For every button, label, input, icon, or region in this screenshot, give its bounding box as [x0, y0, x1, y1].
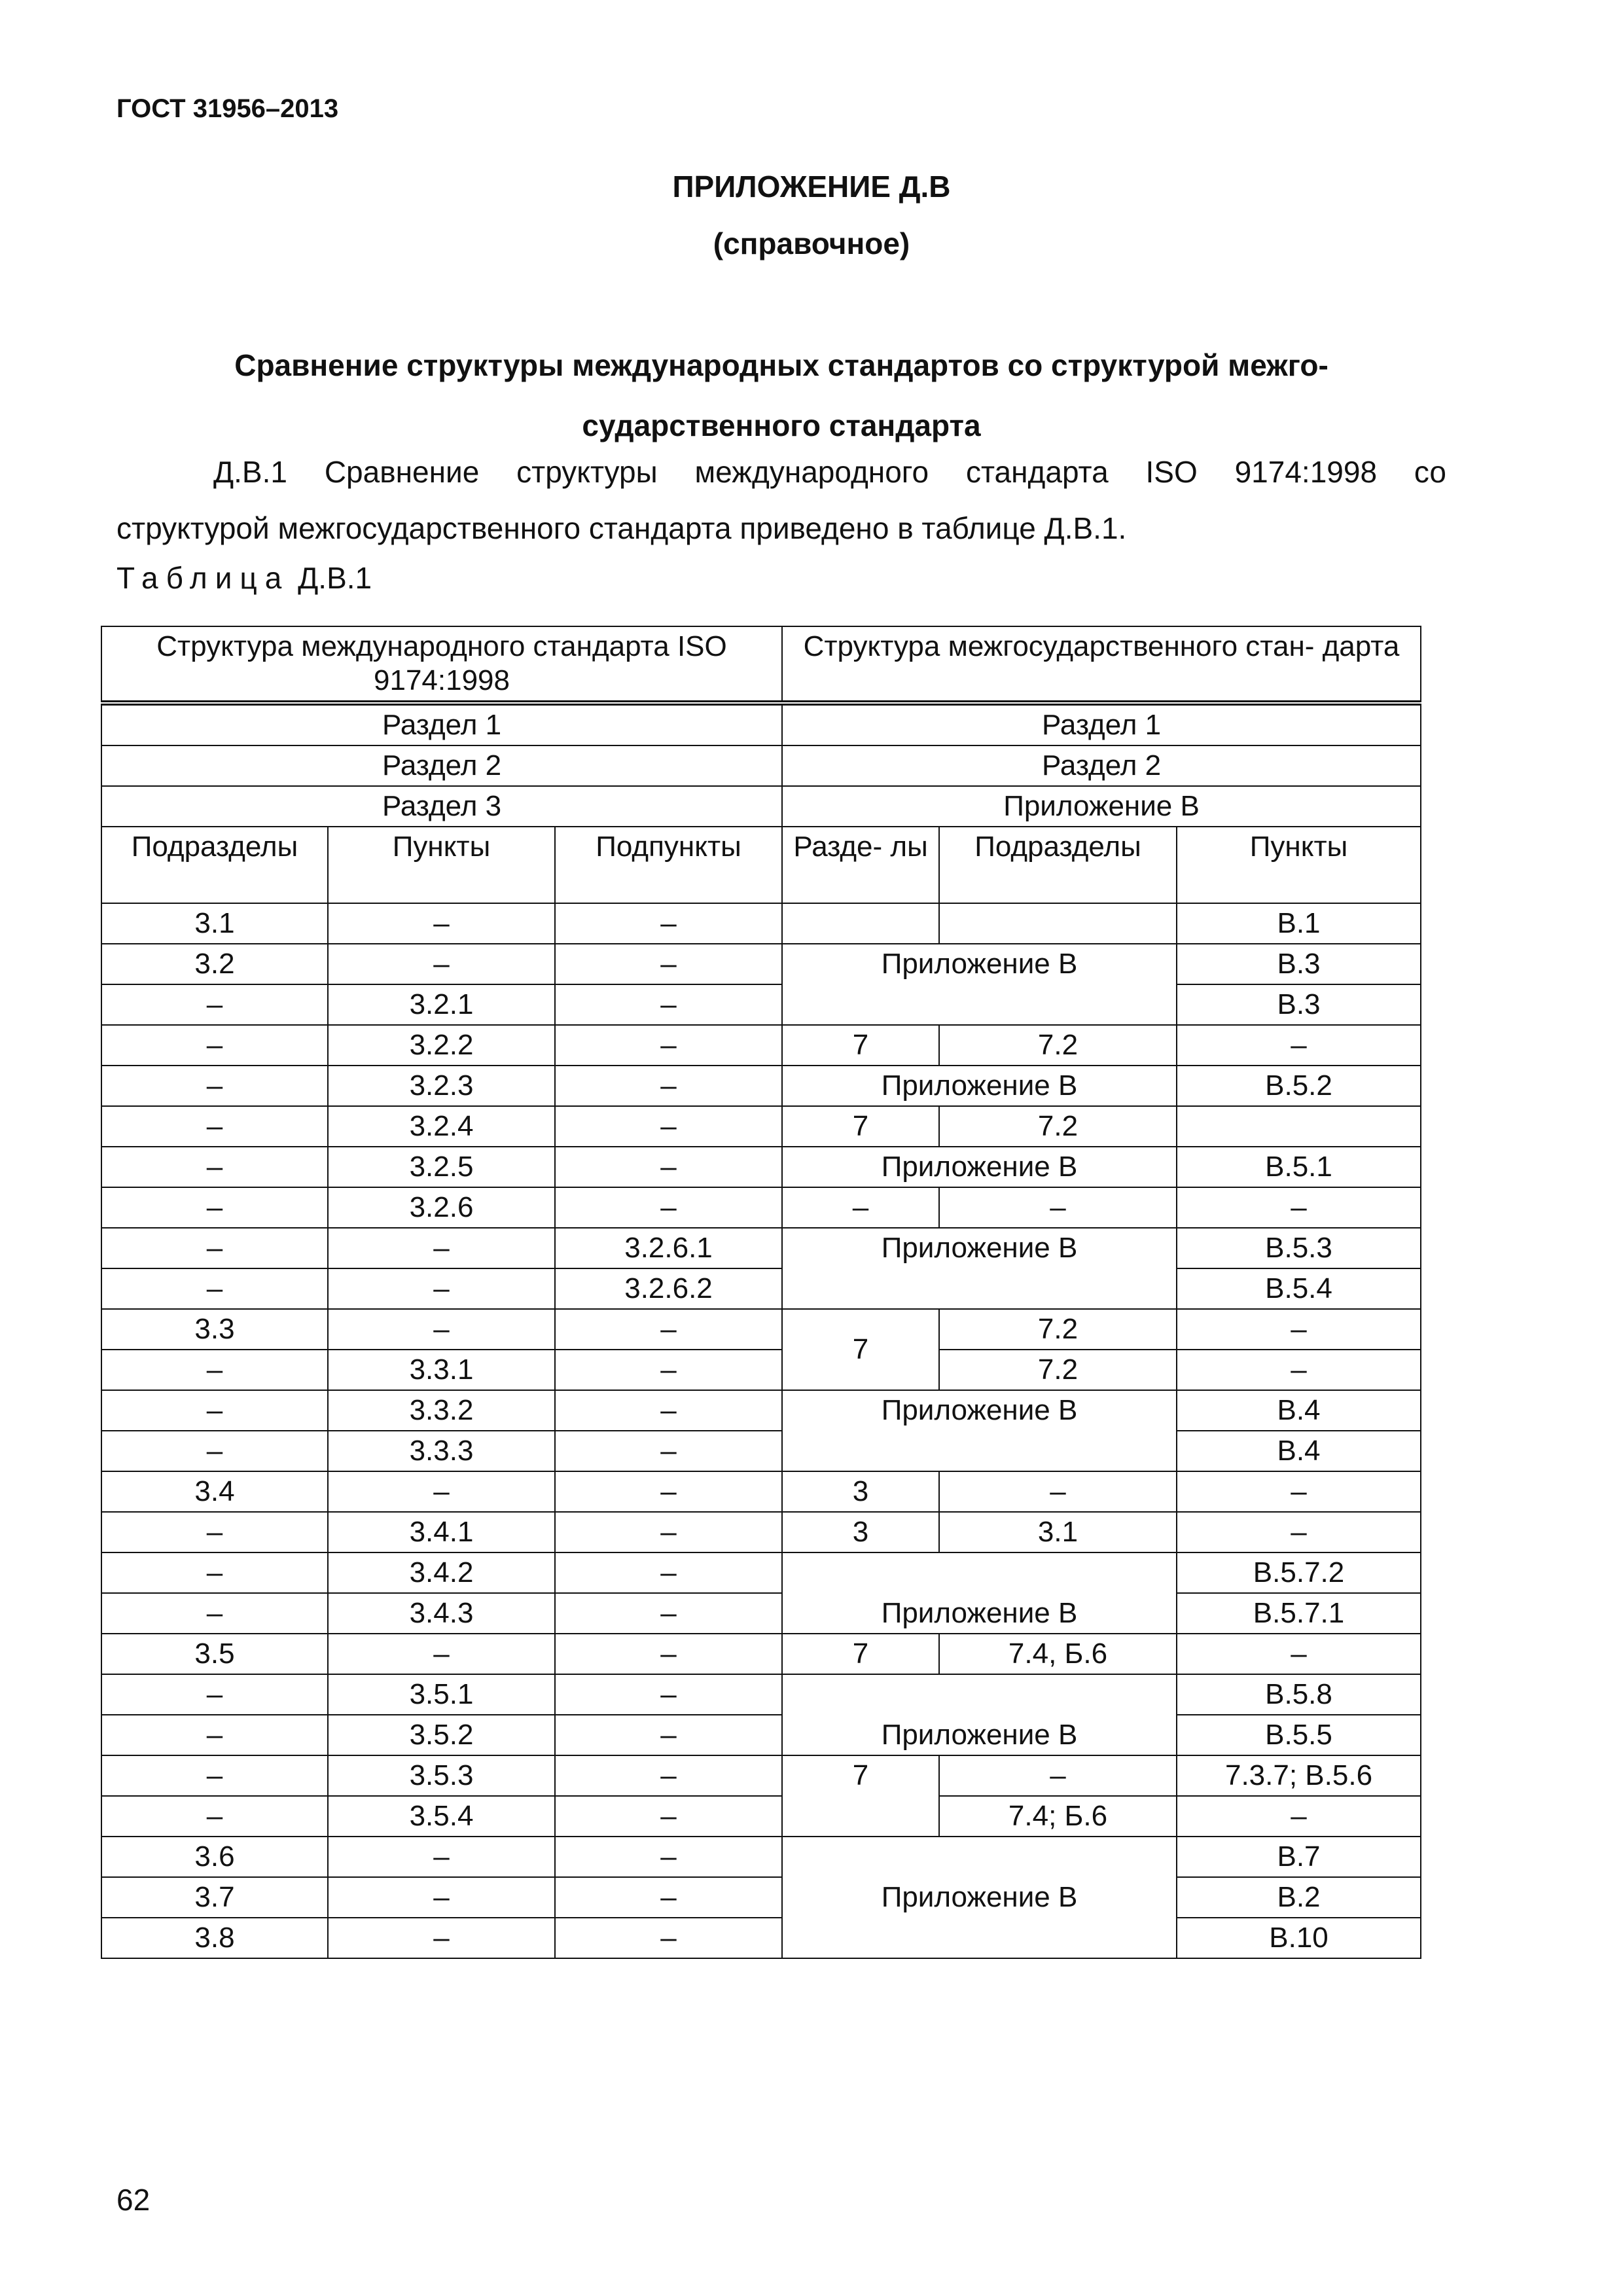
column-header: Пункты [1177, 827, 1421, 903]
cell: – [101, 1755, 328, 1796]
cell: 7.4, Б.6 [939, 1634, 1177, 1674]
table-row [101, 1715, 1421, 1755]
cell: – [101, 1715, 328, 1755]
cell: В.1 [1177, 903, 1421, 944]
cell: – [328, 1268, 555, 1309]
cell [939, 903, 1177, 944]
cell: В.5.4 [1177, 1268, 1421, 1309]
cell: 3.5.3 [328, 1755, 555, 1796]
cell: – [939, 1471, 1177, 1512]
cell: 3.4.3 [328, 1593, 555, 1634]
cell: 7.2 [939, 1309, 1177, 1350]
cell: – [101, 1187, 328, 1228]
cell: 3.3.3 [328, 1431, 555, 1471]
cell: 3.7 [101, 1877, 328, 1918]
cell: – [555, 1066, 782, 1106]
column-header-row [101, 827, 1421, 903]
cell: – [101, 1147, 328, 1187]
cell: 7.2 [939, 1106, 1177, 1147]
cell: Раздел 1 [101, 703, 782, 745]
cell: 3.2.5 [328, 1147, 555, 1187]
cell: 3.4.2 [328, 1552, 555, 1593]
cell: – [1177, 1025, 1421, 1066]
table-row [101, 745, 1421, 786]
cell [1177, 1106, 1421, 1147]
heading-line-1: Сравнение структуры международных стандартов со структурой межго- [234, 348, 1329, 382]
cell: – [555, 1918, 782, 1958]
cell: В.4 [1177, 1390, 1421, 1431]
cell: 7.4; Б.6 [939, 1796, 1177, 1837]
cell: – [555, 944, 782, 984]
cell: 7 [782, 1025, 939, 1066]
table-row [101, 1674, 1421, 1715]
cell: Приложение В [782, 786, 1421, 827]
cell: 3.2.2 [328, 1025, 555, 1066]
cell: – [328, 903, 555, 944]
cell: 3.5.1 [328, 1674, 555, 1715]
cell: 3.8 [101, 1918, 328, 1958]
column-header: Подразделы [939, 827, 1177, 903]
cell: Приложение В [782, 1390, 1177, 1471]
cell: В.5.5 [1177, 1715, 1421, 1755]
cell: 3.2.6 [328, 1187, 555, 1228]
section-heading [116, 335, 1446, 456]
appendix-title: ПРИЛОЖЕНИЕ Д.В [672, 170, 951, 204]
cell: – [555, 1431, 782, 1471]
cell: – [939, 1187, 1177, 1228]
intro-paragraph [116, 444, 1446, 556]
cell: – [101, 1268, 328, 1309]
table-row [101, 1147, 1421, 1187]
cell: – [555, 1634, 782, 1674]
cell: Приложение В [782, 1674, 1177, 1755]
cell: – [555, 1877, 782, 1918]
cell: 3.2 [101, 944, 328, 984]
table-row [101, 1918, 1421, 1958]
cell: – [555, 1796, 782, 1837]
cell: – [101, 1390, 328, 1431]
cell: В.7 [1177, 1837, 1421, 1877]
cell: – [555, 1187, 782, 1228]
cell: Приложение В [782, 1228, 1177, 1309]
cell: – [101, 1025, 328, 1066]
appendix-status: (справочное) [713, 226, 910, 260]
cell [782, 903, 939, 944]
cell: Раздел 2 [101, 745, 782, 786]
header-interstate: Структура межгосударственного стан- дарта [782, 626, 1421, 703]
cell: В.4 [1177, 1431, 1421, 1471]
table-row [101, 1268, 1421, 1309]
paragraph-line-2: структурой межгосударственного стандарта приведено в таблице Д.В.1. [116, 511, 1127, 545]
cell: 3.2.4 [328, 1106, 555, 1147]
cell: 3.5.4 [328, 1796, 555, 1837]
cell: 3.5.2 [328, 1715, 555, 1755]
cell: В.5.7.2 [1177, 1552, 1421, 1593]
cell: 3.3.2 [328, 1390, 555, 1431]
table-row [101, 1350, 1421, 1390]
table-row [101, 1309, 1421, 1350]
cell: – [101, 1350, 328, 1390]
cell: 7 [782, 1634, 939, 1674]
cell: – [555, 1390, 782, 1431]
cell: В.5.7.1 [1177, 1593, 1421, 1634]
cell: – [1177, 1187, 1421, 1228]
cell: – [1177, 1350, 1421, 1390]
cell: – [555, 1552, 782, 1593]
cell: – [555, 1025, 782, 1066]
cell: – [1177, 1796, 1421, 1837]
cell: – [555, 1593, 782, 1634]
cell: Раздел 3 [101, 786, 782, 827]
cell: 3.3.1 [328, 1350, 555, 1390]
cell: – [1177, 1634, 1421, 1674]
cell: – [555, 1837, 782, 1877]
cell: – [555, 1350, 782, 1390]
cell: 7.2 [939, 1025, 1177, 1066]
cell: 7 [782, 1755, 939, 1837]
cell: – [101, 1552, 328, 1593]
header-international: Структура международного стандарта ISO 9174:1998 [101, 626, 782, 703]
table-row [101, 1552, 1421, 1593]
cell: В.5.1 [1177, 1147, 1421, 1187]
cell: – [328, 944, 555, 984]
table-row [101, 1187, 1421, 1228]
table-row [101, 1512, 1421, 1552]
table-caption-id: Д.В.1 [298, 561, 372, 595]
cell: – [555, 1106, 782, 1147]
cell: – [1177, 1512, 1421, 1552]
cell: 3.1 [939, 1512, 1177, 1552]
cell: 3 [782, 1512, 939, 1552]
cell: – [555, 1471, 782, 1512]
cell: – [101, 1796, 328, 1837]
table-row [101, 984, 1421, 1025]
cell: 3.1 [101, 903, 328, 944]
cell: – [782, 1187, 939, 1228]
cell: – [101, 1674, 328, 1715]
cell: Приложение В [782, 1147, 1177, 1187]
cell: – [101, 1228, 328, 1268]
cell: 3 [782, 1471, 939, 1512]
cell: – [555, 1147, 782, 1187]
cell: – [555, 1309, 782, 1350]
cell: В.5.8 [1177, 1674, 1421, 1715]
cell: – [101, 1066, 328, 1106]
cell: – [328, 1877, 555, 1918]
column-header: Подпункты [555, 827, 782, 903]
table-row [101, 1228, 1421, 1268]
cell: 3.2.6.2 [555, 1268, 782, 1309]
column-header: Пункты [328, 827, 555, 903]
cell: – [328, 1228, 555, 1268]
cell: – [101, 1431, 328, 1471]
cell: 3.6 [101, 1837, 328, 1877]
cell: В.5.3 [1177, 1228, 1421, 1268]
cell: 3.3 [101, 1309, 328, 1350]
cell: – [101, 1593, 328, 1634]
cell: 7 [782, 1309, 939, 1390]
cell: 3.4 [101, 1471, 328, 1512]
cell: – [555, 984, 782, 1025]
cell: – [555, 903, 782, 944]
cell: – [328, 1918, 555, 1958]
cell: В.3 [1177, 944, 1421, 984]
table-row [101, 1066, 1421, 1106]
table-row [101, 1634, 1421, 1674]
cell: 7.3.7; В.5.6 [1177, 1755, 1421, 1796]
column-header: Разде- лы [782, 827, 939, 903]
cell: – [555, 1755, 782, 1796]
table-row [101, 1471, 1421, 1512]
cell: Приложение В [782, 1552, 1177, 1634]
table-caption [116, 560, 372, 596]
paragraph-line-1: Д.В.1 Сравнение структуры международного стандарта ISO 9174:1998 со [213, 455, 1446, 489]
table-row [101, 1025, 1421, 1066]
cell: Приложение В [782, 944, 1177, 1025]
cell: – [1177, 1309, 1421, 1350]
cell: – [555, 1512, 782, 1552]
cell: В.5.2 [1177, 1066, 1421, 1106]
cell: – [555, 1674, 782, 1715]
cell: – [328, 1634, 555, 1674]
table-row [101, 944, 1421, 984]
cell: – [101, 1512, 328, 1552]
cell: – [101, 1106, 328, 1147]
page-number: 62 [116, 2183, 151, 2217]
cell: – [555, 1715, 782, 1755]
column-header: Подразделы [101, 827, 328, 903]
table-row [101, 703, 1421, 745]
table-row [101, 1431, 1421, 1471]
cell: В.3 [1177, 984, 1421, 1025]
cell: В.2 [1177, 1877, 1421, 1918]
table-row [101, 903, 1421, 944]
cell: 7.2 [939, 1350, 1177, 1390]
cell: 7 [782, 1106, 939, 1147]
table-caption-word: Таблица [116, 561, 290, 595]
table-row [101, 786, 1421, 827]
cell: – [1177, 1471, 1421, 1512]
table-row [101, 1390, 1421, 1431]
table-row [101, 1796, 1421, 1837]
table-row [101, 1837, 1421, 1877]
heading-line-2: сударственного стандарта [582, 408, 981, 442]
comparison-table [101, 626, 1421, 1959]
document-code: ГОСТ 31956–2013 [116, 94, 339, 123]
cell: 3.2.6.1 [555, 1228, 782, 1268]
cell: В.10 [1177, 1918, 1421, 1958]
cell: – [939, 1755, 1177, 1796]
table-row [101, 1877, 1421, 1918]
table-row [101, 1755, 1421, 1796]
cell: Раздел 1 [782, 703, 1421, 745]
cell: – [328, 1837, 555, 1877]
cell: 3.5 [101, 1634, 328, 1674]
cell: 3.2.1 [328, 984, 555, 1025]
cell: 3.4.1 [328, 1512, 555, 1552]
cell: – [328, 1471, 555, 1512]
cell: Приложение В [782, 1066, 1177, 1106]
cell: – [101, 984, 328, 1025]
cell: 3.2.3 [328, 1066, 555, 1106]
cell: Приложение В [782, 1837, 1177, 1958]
table-row [101, 1106, 1421, 1147]
table-row [101, 1593, 1421, 1634]
cell: Раздел 2 [782, 745, 1421, 786]
table-header-row [101, 626, 1421, 703]
cell: – [328, 1309, 555, 1350]
